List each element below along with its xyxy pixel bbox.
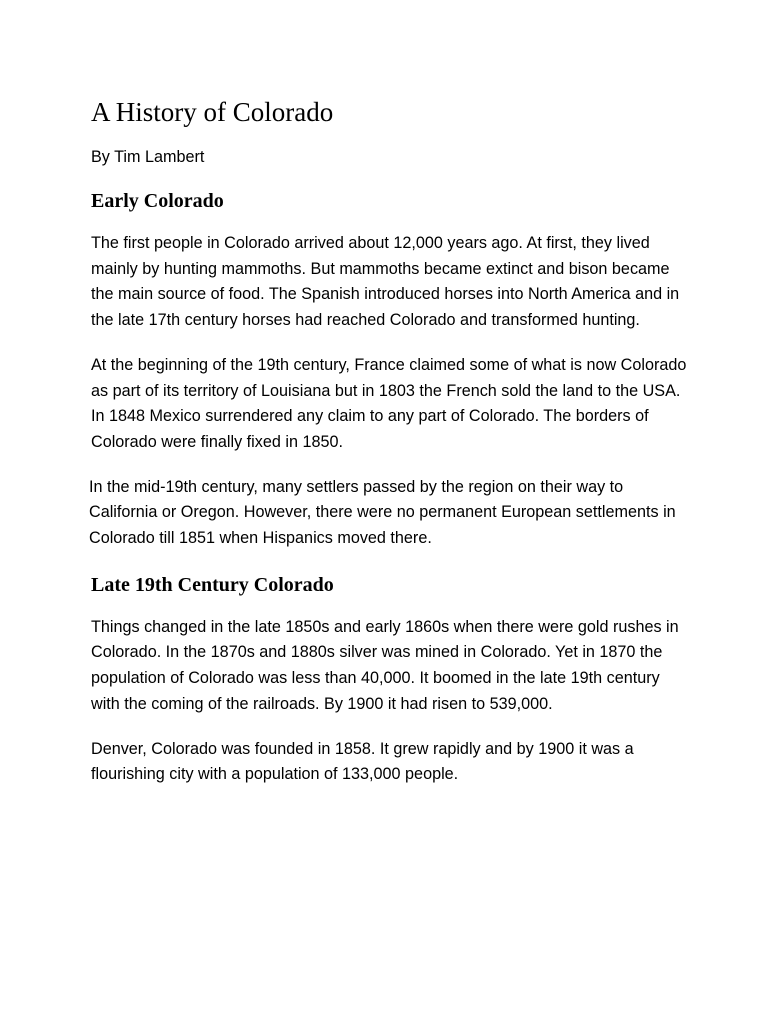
paragraph: The first people in Colorado arrived about 12,000 years ago. At first, they lived mainly by hunting mammoths. But mammoths became extinct and bison became the main source of food. The Spanish introduced horses into North America and in the late 17th century horses had reached Colorado and transformed hunting. [91, 234, 680, 330]
section-heading: Early Colorado [91, 190, 224, 212]
section-heading: Late 19th Century Colorado [91, 573, 334, 596]
section-early-colorado [91, 187, 691, 552]
paragraph: Denver, Colorado was founded in 1858. It grew rapidly and by 1900 it was a flourishing city with a population of 133,000 people. [91, 739, 634, 784]
document-title: A History of Colorado [91, 97, 334, 127]
paragraph: In the mid-19th century, many settlers passed by the region on their way to California or Oregon. However, there were no permanent European settlements in Colorado till 1851 when Hispanics moved there. [89, 477, 676, 548]
document-page [91, 94, 691, 807]
author-byline: By Tim Lambert [91, 148, 205, 166]
paragraph: At the beginning of the 19th century, France claimed some of what is now Colorado as part of its territory of Louisiana but in 1803 the French sold the land to the USA. In 1848 Mexico surrendered any claim to any part of Colorado. The borders of Colorado were finally fixed in 1850. [91, 355, 687, 451]
section-late-19th-century [91, 571, 691, 788]
paragraph: Things changed in the late 1850s and early 1860s when there were gold rushes in Colorado. In the 1870s and 1880s silver was mined in Colorado. Yet in 1870 the population of Colorado was less than 40,000. It boomed in the late 19th century with the coming of the railroads. By 1900 it had risen to 539,000. [91, 617, 679, 713]
